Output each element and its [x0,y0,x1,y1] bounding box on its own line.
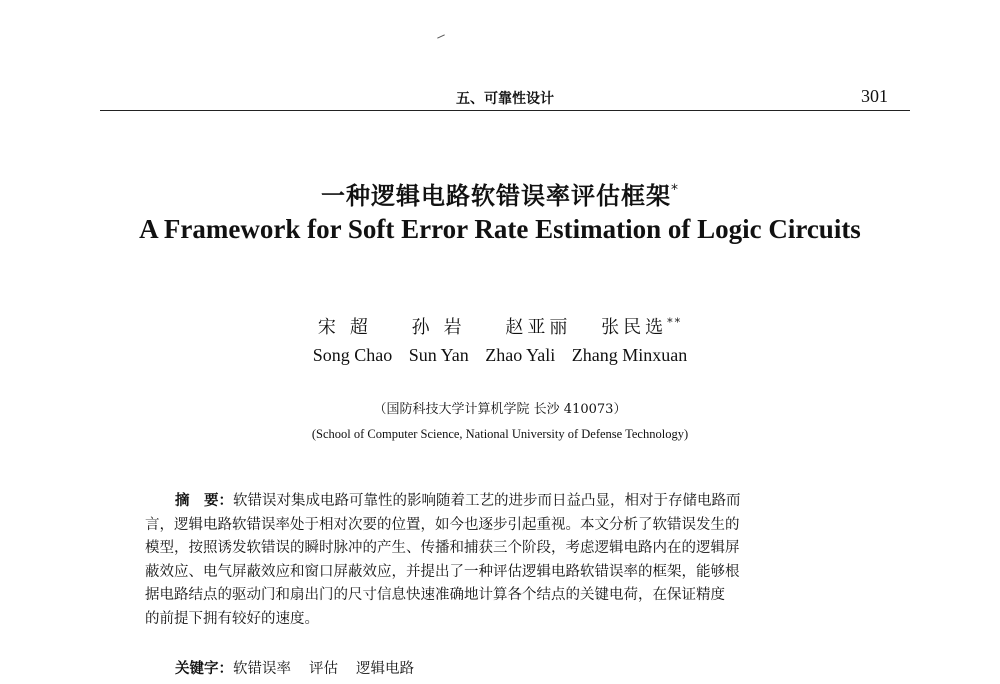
page-number: 301 [861,86,888,106]
abstract-line: 模型，按照诱发软错误的瞬时脉冲的产生、传播和捕获三个阶段，考虑逻辑电路内在的逻辑屏 [145,540,740,556]
author-en-2: Sun Yan [408,345,469,365]
abstract [145,490,873,631]
affiliation-chinese: （国防科技大学计算机学院 长沙 410073） [373,402,627,417]
title-english: A Framework for Soft Error Rate Estimation of Logic Circuits [139,214,861,244]
author-cn-3: 赵亚丽 [505,317,572,338]
keywords-label: 关键字： [175,661,233,677]
author-footnote-mark: ** [667,316,683,329]
keyword: 评估 [309,661,338,677]
abstract-line: 蔽效应、电气屏蔽效应和窗口屏蔽效应，并提出了一种评估逻辑电路软错误率的框架，能够根 [145,563,740,580]
author-en-1: Song Chao [312,345,393,365]
header-section-title: 五、可靠性设计 [456,91,554,107]
keyword: 软错误率 [233,661,291,677]
scan-artifact [437,34,445,38]
author-cn-4: 张民选** [601,316,683,338]
author-en-3: Zhao Yali [485,345,556,365]
keyword: 逻辑电路 [356,661,414,677]
title-chinese-text: 一种逻辑电路软错误率评估框架 [321,182,671,210]
authors-chinese [0,313,1000,339]
abstract-line: 摘 要：软错误对集成电路可靠性的影响随着工艺的进步而日益凸显，相对于存储电路而 [175,493,741,509]
title-chinese [0,176,1000,211]
running-header [100,86,910,111]
abstract-line: 言，逻辑电路软错误率处于相对次要的位置，如今也逐步引起重视。本文分析了软错误发生的 [145,516,740,533]
affiliation-english: (School of Computer Science, National University of Defense Technology) [311,427,689,441]
author-cn-2: 孙岩 [411,317,476,338]
authors-english [0,345,1000,366]
abstract-line: 的前提下拥有较好的速度。 [145,610,319,627]
author-cn-1: 宋超 [317,317,382,338]
author-en-4: Zhang Minxuan [571,345,688,365]
keywords [175,657,432,678]
abstract-label: 摘 要： [175,493,233,509]
abstract-line: 据电路结点的驱动门和扇出门的尺寸信息快速准确地计算各个结点的关键电荷，在保证精度 [145,587,725,603]
title-footnote-mark: * [671,182,679,198]
